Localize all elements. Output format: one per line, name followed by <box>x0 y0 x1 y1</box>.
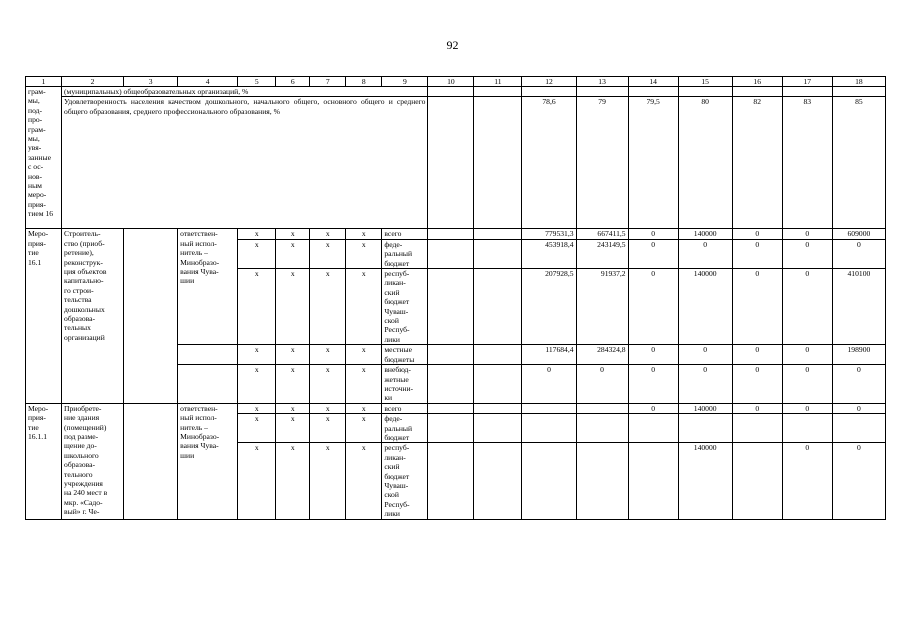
table-cell <box>428 414 474 443</box>
table-cell <box>678 87 732 97</box>
table-cell <box>474 87 522 97</box>
header-cell: 18 <box>832 77 885 87</box>
header-cell: 5 <box>238 77 276 87</box>
value-cell: 198900 <box>832 345 885 365</box>
code-cell: x <box>238 239 276 268</box>
value-cell: 0 <box>832 443 885 519</box>
value-cell: 82 <box>732 97 782 229</box>
value-cell: 0 <box>732 365 782 404</box>
code-cell: x <box>238 229 276 239</box>
page-number: 92 <box>446 38 459 52</box>
measure-id-cell: Меро- прия- тие 16.1 <box>26 229 62 403</box>
value-cell: 0 <box>576 365 628 404</box>
code-cell: x <box>238 345 276 365</box>
header-cell: 4 <box>178 77 238 87</box>
value-cell: 0 <box>678 345 732 365</box>
value-cell <box>678 414 732 443</box>
table-cell <box>178 365 238 404</box>
table-cell <box>474 414 522 443</box>
code-cell: x <box>238 443 276 519</box>
code-cell: x <box>276 414 310 443</box>
value-cell: 243149,5 <box>576 239 628 268</box>
table-cell <box>474 403 522 413</box>
table-cell <box>474 365 522 404</box>
value-cell: 0 <box>678 365 732 404</box>
value-cell: 0 <box>732 345 782 365</box>
table-cell <box>428 443 474 519</box>
code-cell: x <box>238 414 276 443</box>
table-cell <box>474 269 522 345</box>
value-cell: 0 <box>628 345 678 365</box>
code-cell: x <box>238 365 276 404</box>
header-cell: 7 <box>310 77 346 87</box>
header-cell: 1 <box>26 77 62 87</box>
code-cell: x <box>310 414 346 443</box>
measure-name-cell: Приобрете- ние здания (помещений) под разме- щение до- школьного образова- тельного учреждения на 240 мест в мкр. «Садо- вый» г. Че- <box>62 403 124 519</box>
value-cell: 0 <box>732 239 782 268</box>
value-cell: 0 <box>782 269 832 345</box>
executor-cell: ответствен- ный испол- нитель – Минобразо- вания Чува- шии <box>178 403 238 519</box>
code-cell: x <box>276 403 310 413</box>
value-cell: 453918,4 <box>522 239 576 268</box>
header-cell: 9 <box>382 77 428 87</box>
header-cell: 16 <box>732 77 782 87</box>
value-cell: 0 <box>678 239 732 268</box>
source-cell: местные бюджеты <box>382 345 428 365</box>
code-cell: x <box>276 269 310 345</box>
code-cell: x <box>276 443 310 519</box>
budget-table <box>25 76 886 520</box>
value-cell: 140000 <box>678 229 732 239</box>
value-cell: 0 <box>628 365 678 404</box>
header-cell: 10 <box>428 77 474 87</box>
table-cell <box>428 365 474 404</box>
program-cell: грам- мы, под- про- грам- мы, увя- занные с ос- нов- ным меро- прия- тием 16 <box>26 87 62 229</box>
table-cell <box>428 229 474 239</box>
value-cell: 0 <box>782 345 832 365</box>
header-cell: 12 <box>522 77 576 87</box>
table-cell <box>628 87 678 97</box>
code-cell: x <box>238 403 276 413</box>
table-cell <box>474 97 522 229</box>
header-cell: 8 <box>346 77 382 87</box>
value-cell: 0 <box>732 269 782 345</box>
table-cell <box>428 269 474 345</box>
header-cell: 13 <box>576 77 628 87</box>
value-cell <box>628 443 678 519</box>
table-cell <box>832 87 885 97</box>
value-cell <box>782 414 832 443</box>
value-cell: 140000 <box>678 403 732 413</box>
table-cell <box>474 239 522 268</box>
source-cell: феде- ральный бюджет <box>382 239 428 268</box>
value-cell <box>576 443 628 519</box>
source-cell: всего <box>382 403 428 413</box>
value-cell <box>522 403 576 413</box>
code-cell: x <box>346 443 382 519</box>
measure-id-cell: Меро- прия- тие 16.1.1 <box>26 403 62 519</box>
source-cell: внебюд- жетные источни- ки <box>382 365 428 404</box>
header-cell: 15 <box>678 77 732 87</box>
code-cell: x <box>310 239 346 268</box>
value-cell: 0 <box>628 403 678 413</box>
value-cell: 79 <box>576 97 628 229</box>
code-cell: x <box>310 403 346 413</box>
table-cell <box>428 97 474 229</box>
value-cell: 779531,3 <box>522 229 576 239</box>
value-cell: 0 <box>628 229 678 239</box>
value-cell: 609000 <box>832 229 885 239</box>
table-cell <box>474 229 522 239</box>
header-cell: 17 <box>782 77 832 87</box>
source-cell: респуб- ликан- ский бюджет Чуваш- ской Респуб- лики <box>382 443 428 519</box>
value-cell: 0 <box>782 403 832 413</box>
value-cell: 0 <box>782 229 832 239</box>
value-cell: 284324,8 <box>576 345 628 365</box>
code-cell: x <box>276 239 310 268</box>
table-row <box>26 97 886 229</box>
value-cell: 140000 <box>678 443 732 519</box>
header-cell: 14 <box>628 77 678 87</box>
code-cell: x <box>346 239 382 268</box>
code-cell: x <box>346 229 382 239</box>
value-cell: 667411,5 <box>576 229 628 239</box>
code-cell: x <box>310 443 346 519</box>
value-cell: 117684,4 <box>522 345 576 365</box>
header-cell: 3 <box>124 77 178 87</box>
indicator-text: (муниципальных) общеобразовательных организаций, % <box>62 87 428 97</box>
table-row <box>26 403 886 413</box>
header-cell: 11 <box>474 77 522 87</box>
table-cell <box>782 87 832 97</box>
code-cell: x <box>346 403 382 413</box>
table-cell <box>428 239 474 268</box>
table-row <box>26 229 886 239</box>
table-cell <box>428 403 474 413</box>
value-cell: 0 <box>832 365 885 404</box>
value-cell: 0 <box>782 365 832 404</box>
source-cell: всего <box>382 229 428 239</box>
value-cell <box>832 414 885 443</box>
value-cell: 0 <box>522 365 576 404</box>
measure-name-cell: Строитель- ство (приоб- ретение), реконструк- ция объектов капитально- го строи- тельства дошкольных образова- тельных организаций <box>62 229 124 403</box>
table-cell <box>178 345 238 365</box>
value-cell: 0 <box>782 239 832 268</box>
value-cell <box>522 443 576 519</box>
code-cell: x <box>346 269 382 345</box>
table-cell <box>522 87 576 97</box>
value-cell: 0 <box>732 403 782 413</box>
value-cell: 140000 <box>678 269 732 345</box>
header-row <box>26 77 886 87</box>
table-cell <box>124 229 178 403</box>
value-cell: 0 <box>832 403 885 413</box>
table-cell <box>428 345 474 365</box>
value-cell: 0 <box>782 443 832 519</box>
value-cell: 78,6 <box>522 97 576 229</box>
code-cell: x <box>276 345 310 365</box>
value-cell <box>732 443 782 519</box>
value-cell: 83 <box>782 97 832 229</box>
code-cell: x <box>276 229 310 239</box>
value-cell: 410100 <box>832 269 885 345</box>
value-cell: 0 <box>628 239 678 268</box>
indicator-text: Удовлетворенность населения качеством дошкольного, начального общего, основного общего и среднего общего образования, среднего профессионального образования, % <box>62 97 428 229</box>
value-cell <box>576 403 628 413</box>
table-cell <box>576 87 628 97</box>
source-cell: респуб- ликан- ский бюджет Чуваш- ской Респуб- лики <box>382 269 428 345</box>
value-cell <box>522 414 576 443</box>
table-row <box>26 87 886 97</box>
table-cell <box>474 345 522 365</box>
table-cell <box>124 403 178 519</box>
code-cell: x <box>310 229 346 239</box>
value-cell: 0 <box>732 229 782 239</box>
header-cell: 6 <box>276 77 310 87</box>
table-cell <box>428 87 474 97</box>
table-cell <box>474 443 522 519</box>
code-cell: x <box>310 365 346 404</box>
code-cell: x <box>276 365 310 404</box>
value-cell: 79,5 <box>628 97 678 229</box>
executor-cell: ответствен- ный испол- нитель – Минобразо- вания Чува- шии <box>178 229 238 345</box>
value-cell: 80 <box>678 97 732 229</box>
source-cell: феде- ральный бюджет <box>382 414 428 443</box>
value-cell <box>576 414 628 443</box>
value-cell: 91937,2 <box>576 269 628 345</box>
value-cell: 0 <box>832 239 885 268</box>
code-cell: x <box>238 269 276 345</box>
code-cell: x <box>346 365 382 404</box>
table-cell <box>732 87 782 97</box>
value-cell: 85 <box>832 97 885 229</box>
value-cell: 0 <box>628 269 678 345</box>
code-cell: x <box>346 345 382 365</box>
value-cell <box>628 414 678 443</box>
value-cell <box>732 414 782 443</box>
code-cell: x <box>310 345 346 365</box>
code-cell: x <box>346 414 382 443</box>
value-cell: 207928,5 <box>522 269 576 345</box>
header-cell: 2 <box>62 77 124 87</box>
code-cell: x <box>310 269 346 345</box>
